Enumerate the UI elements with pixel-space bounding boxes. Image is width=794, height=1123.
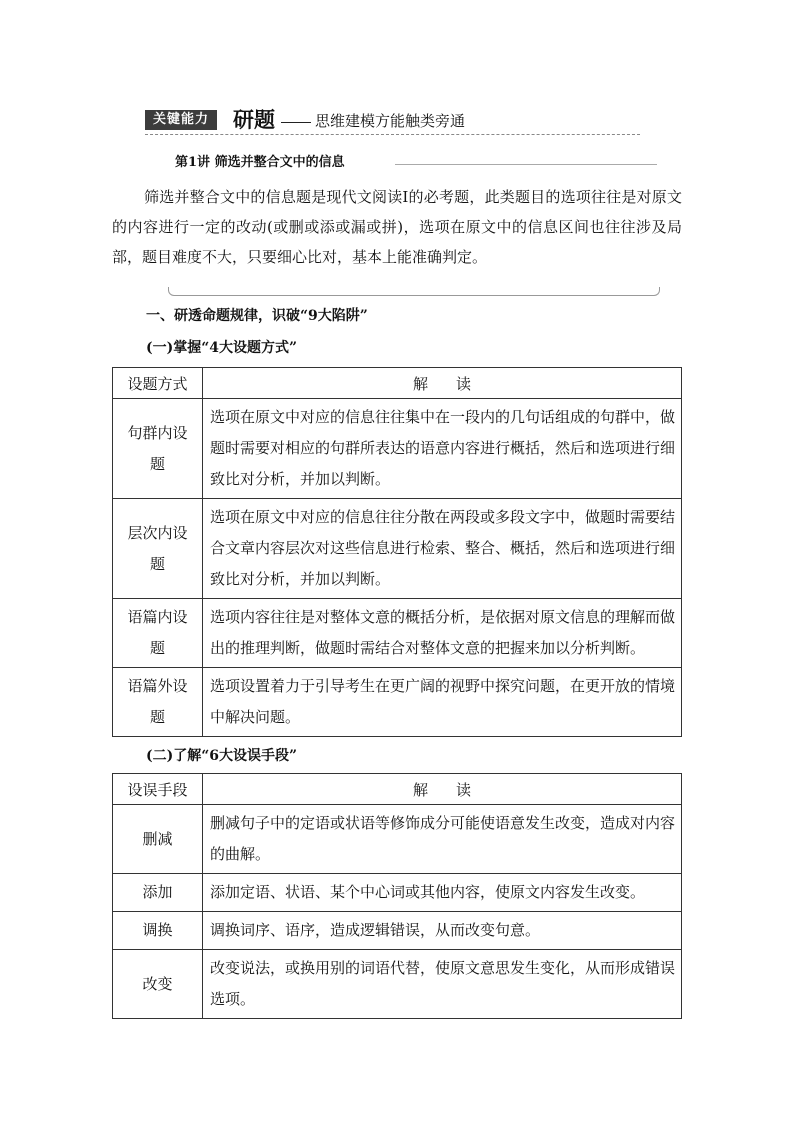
row-label: 改变 [113,950,203,1019]
intro-paragraph: 筛选并整合文中的信息题是现代文阅读Ⅰ的必考题，此类题目的选项往往是对原文的内容进行一定的改动(或删或添或漏或拼)，选项在原文中的信息区间也往往涉及局部，题目难度不大，只要细心比对，基本上能准确判定。 [112,188,682,266]
row-label: 层次内设题 [113,499,203,599]
row-text: 选项在原文中对应的信息往往集中在一段内的几句话组成的句群中，做题时需要对相应的句群所表达的语意内容进行概括，然后和选项进行细致比对分析，并加以判断。 [203,399,682,499]
question-methods-table [112,367,682,737]
row-label: 语篇内设题 [113,599,203,668]
lesson-divider [395,164,657,165]
subsection-heading-1: (一)掌握“4大设题方式” [146,340,298,356]
lesson-title: 第1讲 筛选并整合文中的信息 [175,155,345,170]
row-label: 删减 [113,805,203,874]
table-header-row [113,368,682,399]
table-row [113,399,682,499]
section-header [145,106,640,136]
intro-bracket [168,287,660,296]
row-text: 选项在原文中对应的信息往往分散在两段或多段文字中，做题时需要结合文章内容层次对这些信息进行检索、整合、概括，然后和选项进行细致比对分析，并加以判断。 [203,499,682,599]
row-text: 调换词序、语序，造成逻辑错误，从而改变句意。 [203,912,682,950]
row-text: 改变说法，或换用别的词语代替，使原文意思发生变化，从而形成错误选项。 [203,950,682,1019]
header-title: 研题 [233,107,275,132]
section-heading: 一、研透命题规律，识破“9大陷阱” [146,308,368,324]
column-header: 设误手段 [113,774,203,805]
column-header: 解读 [203,774,682,805]
row-label: 语篇外设题 [113,668,203,737]
row-text: 删减句子中的定语或状语等修饰成分可能使语意发生改变，造成对内容的曲解。 [203,805,682,874]
table-row [113,805,682,874]
error-methods-table [112,773,682,1019]
column-header: 设题方式 [113,368,203,399]
header-dash [281,122,311,123]
subsection-heading-2: (二)了解“6大设误手段” [146,748,298,764]
key-ability-badge: 关键能力 [145,110,217,130]
row-text: 选项设置着力于引导考生在更广阔的视野中探究问题，在更开放的情境中解决问题。 [203,668,682,737]
table-row [113,599,682,668]
row-label: 添加 [113,874,203,912]
header-subtitle: 思维建模方能触类旁通 [315,112,466,130]
row-label: 句群内设题 [113,399,203,499]
header-divider [145,134,640,135]
table-row [113,874,682,912]
table-row [113,912,682,950]
table-row [113,499,682,599]
row-text: 添加定语、状语、某个中心词或其他内容，使原文内容发生改变。 [203,874,682,912]
column-header: 解读 [203,368,682,399]
table-row [113,950,682,1019]
row-text: 选项内容往往是对整体文意的概括分析，是依据对原文信息的理解而做出的推理判断，做题时需结合对整体文意的把握来加以分析判断。 [203,599,682,668]
table-row [113,668,682,737]
table-header-row [113,774,682,805]
row-label: 调换 [113,912,203,950]
